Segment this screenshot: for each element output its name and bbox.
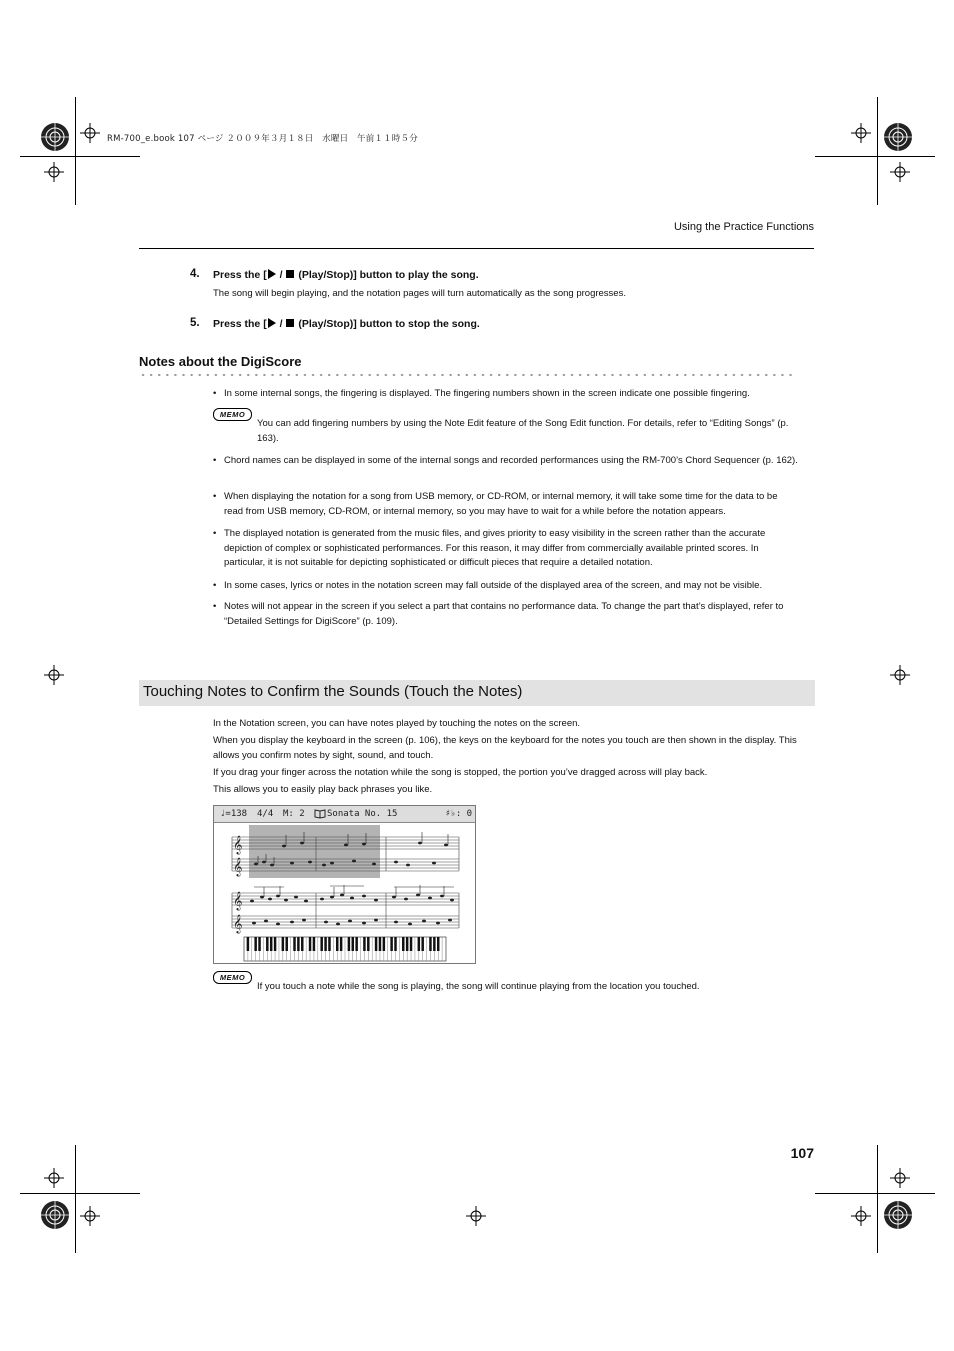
section-title: Touching Notes to Confirm the Sounds (Touch the Notes) xyxy=(143,683,523,700)
black-key xyxy=(352,937,354,951)
step-text-after: (Play/Stop)] button to play the song. xyxy=(295,269,479,281)
black-key xyxy=(309,937,311,951)
transpose-readout: ♯♭: 0 xyxy=(445,809,473,819)
registration-target-icon xyxy=(40,122,70,152)
step-4-number: 4. xyxy=(190,268,200,280)
svg-text:𝄞: 𝄞 xyxy=(233,857,243,876)
paragraph: If you drag your finger across the notation while the song is stopped, the portion you’ve dragged across will play back. xyxy=(213,767,708,778)
lower-staff xyxy=(232,893,459,928)
black-key xyxy=(258,937,260,951)
bullet-item: In some cases, lyrics or notes in the notation screen may fall outside of the displayed area of the screen, and may not be visible. xyxy=(224,580,763,591)
black-key xyxy=(324,937,326,951)
bullet-item: In some internal songs, the fingering is displayed. The fingering numbers shown in the screen indicate one possible fingering. xyxy=(224,388,750,399)
bullet-mark: • xyxy=(213,528,217,539)
slash: / xyxy=(279,269,283,281)
step-5-text xyxy=(213,318,480,330)
black-key xyxy=(363,937,365,951)
crosshair-icon xyxy=(44,1168,64,1188)
crosshair-icon xyxy=(466,1206,486,1226)
tempo-readout: ♩=138 xyxy=(220,809,248,819)
crosshair-icon xyxy=(890,162,910,182)
svg-text:𝄞: 𝄞 xyxy=(233,891,243,910)
black-key xyxy=(402,937,404,951)
black-key xyxy=(320,937,322,951)
play-icon xyxy=(268,269,276,279)
black-key xyxy=(375,937,377,951)
print-header: RM-700_e.book 107 ページ ２００９年３月１８日 水曜日 午前１１時５分 xyxy=(107,134,418,144)
black-key xyxy=(254,937,256,951)
measure-readout: M: 2 xyxy=(283,809,305,819)
book-icon xyxy=(314,808,326,822)
black-key xyxy=(437,937,439,951)
clef-icon xyxy=(233,835,242,934)
step-text-before: Press the [ xyxy=(213,269,267,281)
page-number: 107 xyxy=(790,1145,814,1161)
black-key xyxy=(383,937,385,951)
step-text-before: Press the [ xyxy=(213,318,267,330)
black-key xyxy=(313,937,315,951)
notes-heading: Notes about the DigiScore xyxy=(139,354,302,369)
black-key xyxy=(293,937,295,951)
running-header: Using the Practice Functions xyxy=(673,221,814,233)
black-key xyxy=(340,937,342,951)
time-signature-readout: 4/4 xyxy=(257,809,274,819)
bullet-mark: • xyxy=(213,601,217,612)
svg-text:𝄞: 𝄞 xyxy=(233,914,243,933)
step-4-text xyxy=(213,269,479,281)
bullet-item: When displaying the notation for a song from USB memory, or CD-ROM, or internal memory, it will take some time for the data to be read from USB memory, CD-ROM, or internal memory, so you may have to wait for a while before the notation appears. xyxy=(224,491,778,517)
paragraph: In the Notation screen, you can have notes played by touching the notes on the screen. xyxy=(213,718,581,729)
crosshair-icon xyxy=(851,1206,871,1226)
black-key xyxy=(433,937,435,951)
black-key xyxy=(297,937,299,951)
black-key xyxy=(285,937,287,951)
bullet-item: Chord names can be displayed in some of the internal songs and recorded performances using the RM-700’s Chord Sequencer (p. 162). xyxy=(224,455,798,466)
bullet-mark: • xyxy=(213,580,217,591)
black-key xyxy=(266,937,268,951)
notation-screen xyxy=(213,805,476,964)
black-key xyxy=(367,937,369,951)
crosshair-icon xyxy=(890,665,910,685)
song-name: Sonata No. 15 xyxy=(327,809,398,819)
black-key xyxy=(274,937,276,951)
black-key xyxy=(394,937,396,951)
play-icon xyxy=(268,318,276,328)
step-text-after: (Play/Stop)] button to stop the song. xyxy=(295,318,480,330)
svg-text:𝄞: 𝄞 xyxy=(233,835,243,854)
crosshair-icon xyxy=(44,162,64,182)
black-key xyxy=(247,937,249,951)
score-notation[interactable] xyxy=(214,823,475,963)
crosshair-icon xyxy=(80,1206,100,1226)
black-key xyxy=(355,937,357,951)
black-key xyxy=(270,937,272,951)
slash: / xyxy=(279,318,283,330)
black-key xyxy=(282,937,284,951)
memo-badge: MEMO xyxy=(213,971,252,984)
stop-icon xyxy=(286,319,294,327)
notation-status-bar xyxy=(214,806,475,823)
bullet-mark: • xyxy=(213,491,217,502)
step-4-description: The song will begin playing, and the notation pages will turn automatically as the song progresses. xyxy=(213,288,626,299)
black-key xyxy=(379,937,381,951)
paragraph: This allows you to easily play back phrases you like. xyxy=(213,784,433,795)
memo-text: You can add fingering numbers by using the Note Edit feature of the Song Edit function. For details, refer to “Editing Songs” (p. 163). xyxy=(257,418,789,444)
black-key xyxy=(348,937,350,951)
black-key xyxy=(328,937,330,951)
black-key xyxy=(421,937,423,951)
crosshair-icon xyxy=(80,123,100,143)
stop-icon xyxy=(286,270,294,278)
crosshair-icon xyxy=(890,1168,910,1188)
bullet-item: Notes will not appear in the screen if you select a part that contains no performance data. To change the part that’s displayed, refer to “Detailed Settings for DigiScore” (p. 109). xyxy=(224,601,784,627)
bullet-mark: • xyxy=(213,455,217,466)
black-key xyxy=(390,937,392,951)
crosshair-icon xyxy=(44,665,64,685)
crosshair-icon xyxy=(851,123,871,143)
black-key xyxy=(418,937,420,951)
on-screen-keyboard xyxy=(244,937,446,961)
paragraph: When you display the keyboard in the screen (p. 106), the keys on the keyboard for the notes you touch are then shown in the display. This allows you confirm notes by sight, sound, and touch. xyxy=(213,735,797,761)
header-rule xyxy=(139,248,814,249)
dotted-divider xyxy=(139,373,794,377)
black-key xyxy=(429,937,431,951)
memo-text: If you touch a note while the song is playing, the song will continue playing from the location you touched. xyxy=(257,981,700,992)
registration-target-icon xyxy=(883,1200,913,1230)
black-key xyxy=(336,937,338,951)
step-5-number: 5. xyxy=(190,317,200,329)
black-key xyxy=(301,937,303,951)
bullet-mark: • xyxy=(213,388,217,399)
memo-badge: MEMO xyxy=(213,408,252,421)
black-key xyxy=(406,937,408,951)
drag-selection-highlight xyxy=(249,825,380,878)
registration-target-icon xyxy=(883,122,913,152)
registration-target-icon xyxy=(40,1200,70,1230)
bullet-item: The displayed notation is generated from the music files, and gives priority to easy visibility in the screen rather than the accurate depiction of complex or sophisticated performances. For this reason, it may differ from commercially available printed scores. In particular, it is not suitable for depicting sophisticated or difficult pieces that require a detailed notation. xyxy=(224,528,766,568)
black-key xyxy=(410,937,412,951)
